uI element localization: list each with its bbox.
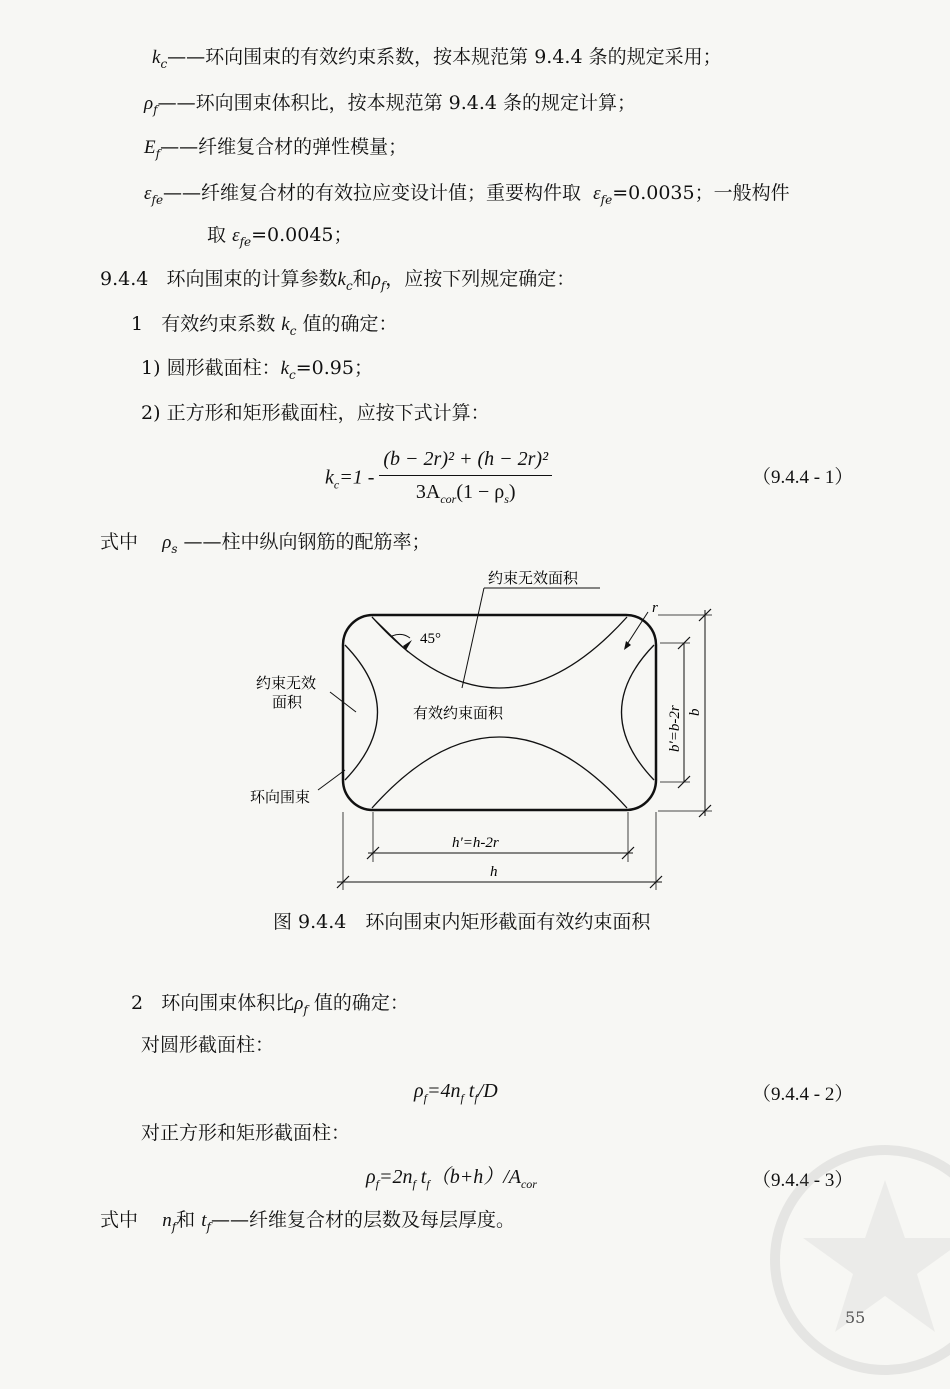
definition-kc: $k_c——$环向围束的有效约束系数，按本规范第 9.4.4 条的规定采用； <box>152 46 722 71</box>
arc-left <box>345 645 378 780</box>
equation-number-1: （9.4.4 - 1） <box>752 467 854 488</box>
label-ineffective-left-1: 约束无效 <box>256 674 317 692</box>
label-b-prime: b′=b-2r <box>667 705 683 752</box>
equation-9-4-4-1: $k_c=1$ - $\frac{\text{(b − 2r)² + (h − 2r)²}}{3A_{cor}(1 - \rho_s)}$ <box>325 445 552 513</box>
definition-ef: $E_f——$纤维复合材的弹性模量； <box>144 136 408 161</box>
confinement-figure <box>240 560 720 900</box>
label-h: h <box>490 864 498 880</box>
label-b: b <box>687 708 703 716</box>
equation-fraction: $\frac{\text{(b − 2r)² + (h − 2r)²}}{3A_{cor}(1 - \rho_s)}$ <box>379 445 552 513</box>
equation-9-4-4-3: $\rho_f=2n_f$ $t_f(b+h)/A_{cor}$ <box>366 1166 537 1191</box>
angle-label: 45° <box>420 631 441 647</box>
equation-number-2: （9.4.4 - 2） <box>752 1084 854 1105</box>
where-nf-tf: 式中 $n_f$和 $t_f——$纤维复合材的层数及每层厚度。 <box>100 1209 515 1234</box>
rectangular-section-label: 对正方形和矩形截面柱： <box>141 1122 351 1144</box>
figure-caption: 图 9.4.4 环向围束内矩形截面有效约束面积 <box>273 911 651 933</box>
item-2: 2 环向围束体积比$\rho_f$ 值的确定： <box>131 992 409 1017</box>
label-hoop: 环向围束 <box>250 788 311 806</box>
arc-top <box>372 617 627 688</box>
radius-label: r <box>652 600 658 616</box>
sub-item-1: 1) 圆形截面柱：$k_c=0.95$； <box>141 357 373 382</box>
page-number: 55 <box>845 1308 866 1327</box>
sub-item-2: 2) 正方形和矩形截面柱，应按下式计算： <box>141 402 490 424</box>
label-ineffective-left-2: 面积 <box>272 693 303 711</box>
definition-rhof: $\rho_f——$环向围束体积比，按本规范第 9.4.4 条的规定计算； <box>144 92 637 117</box>
item-1: 1 有效约束系数 $k_c$ 值的确定： <box>131 313 398 338</box>
definition-epsfe-general: 取 $\varepsilon_{fe}=0.0045$； <box>207 224 353 249</box>
label-ineffective-top: 约束无效面积 <box>488 569 579 587</box>
definition-epsfe: $\varepsilon_{fe}——$纤维复合材的有效拉应变设计值；重要构件取 $\varepsilon_{fe}=0.0035$；一般构件 <box>144 182 790 207</box>
circular-section-label: 对圆形截面柱： <box>141 1034 275 1056</box>
radius-arrow <box>624 641 631 650</box>
watermark-stamp <box>745 1120 950 1380</box>
label-h-prime: h′=h-2r <box>452 835 499 851</box>
arc-bottom <box>372 737 627 808</box>
clause-heading: 9.4.4 环向围束的计算参数$k_c$和$\rho_f$，应按下列规定确定： <box>100 268 576 293</box>
angle-arc <box>392 634 410 638</box>
equation-number-3: （9.4.4 - 3） <box>752 1170 854 1191</box>
where-rhos: 式中 $\rho_s$ ——柱中纵向钢筋的配筋率； <box>100 531 431 556</box>
equation-9-4-4-2: $\rho_f=4n_f$ $t_f/D$ <box>414 1080 498 1105</box>
leader-hoop <box>318 770 345 790</box>
arc-right <box>622 645 655 780</box>
leader-top <box>462 588 484 688</box>
label-effective-area: 有效约束面积 <box>413 704 504 722</box>
